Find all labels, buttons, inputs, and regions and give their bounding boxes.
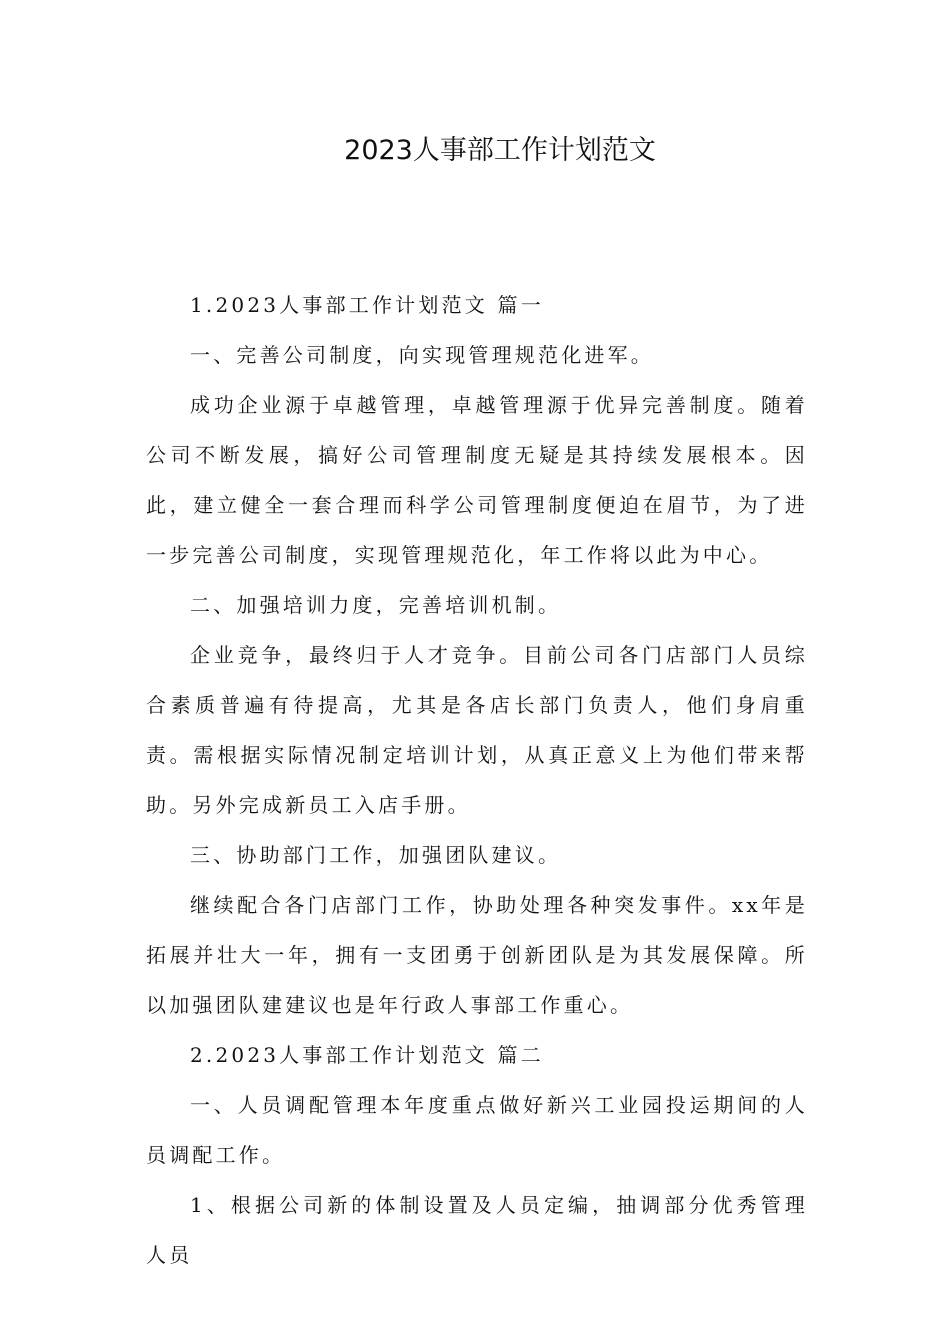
- document-title: 2023人事部工作计划范文: [344, 135, 656, 166]
- body-paragraph: 成功企业源于卓越管理，卓越管理源于优异完善制度。随着公司不断发展，搞好公司管理制度无疑是其持续发展根本。因此，建立健全一套合理而科学公司管理制度便迫在眉节，为了进一步完善公司制度，实现管理规范化，年工作将以此为中心。: [146, 393, 808, 567]
- section-heading-1: 一、人员调配管理本年度重点做好新兴工业园投运期间的人员调配工作。: [146, 1093, 808, 1167]
- document-body: [146, 280, 808, 1280]
- section-heading-2: 二、加强培训力度，完善培训机制。: [190, 593, 562, 617]
- section-heading-3: 三、协助部门工作，加强团队建议。: [190, 843, 562, 867]
- heading-article-2: 2.2023人事部工作计划范文 篇二: [190, 1043, 544, 1067]
- body-paragraph: 继续配合各门店部门工作，协助处理各种突发事件。xx年是拓展并壮大一年，拥有一支团勇于创新团队是为其发展保障。所以加强团队建建议也是年行政人事部工作重心。: [146, 893, 808, 1017]
- body-paragraph: 1、根据公司新的体制设置及人员定编，抽调部分优秀管理人员: [146, 1193, 808, 1267]
- section-heading-1: 一、完善公司制度，向实现管理规范化进军。: [190, 343, 654, 367]
- body-paragraph: 企业竞争，最终归于人才竞争。目前公司各门店部门人员综合素质普遍有待提高，尤其是各店长部门负责人，他们身肩重责。需根据实际情况制定培训计划，从真正意义上为他们带来帮助。另外完成新员工入店手册。: [146, 643, 808, 817]
- heading-article-1: 1.2023人事部工作计划范文 篇一: [190, 293, 544, 317]
